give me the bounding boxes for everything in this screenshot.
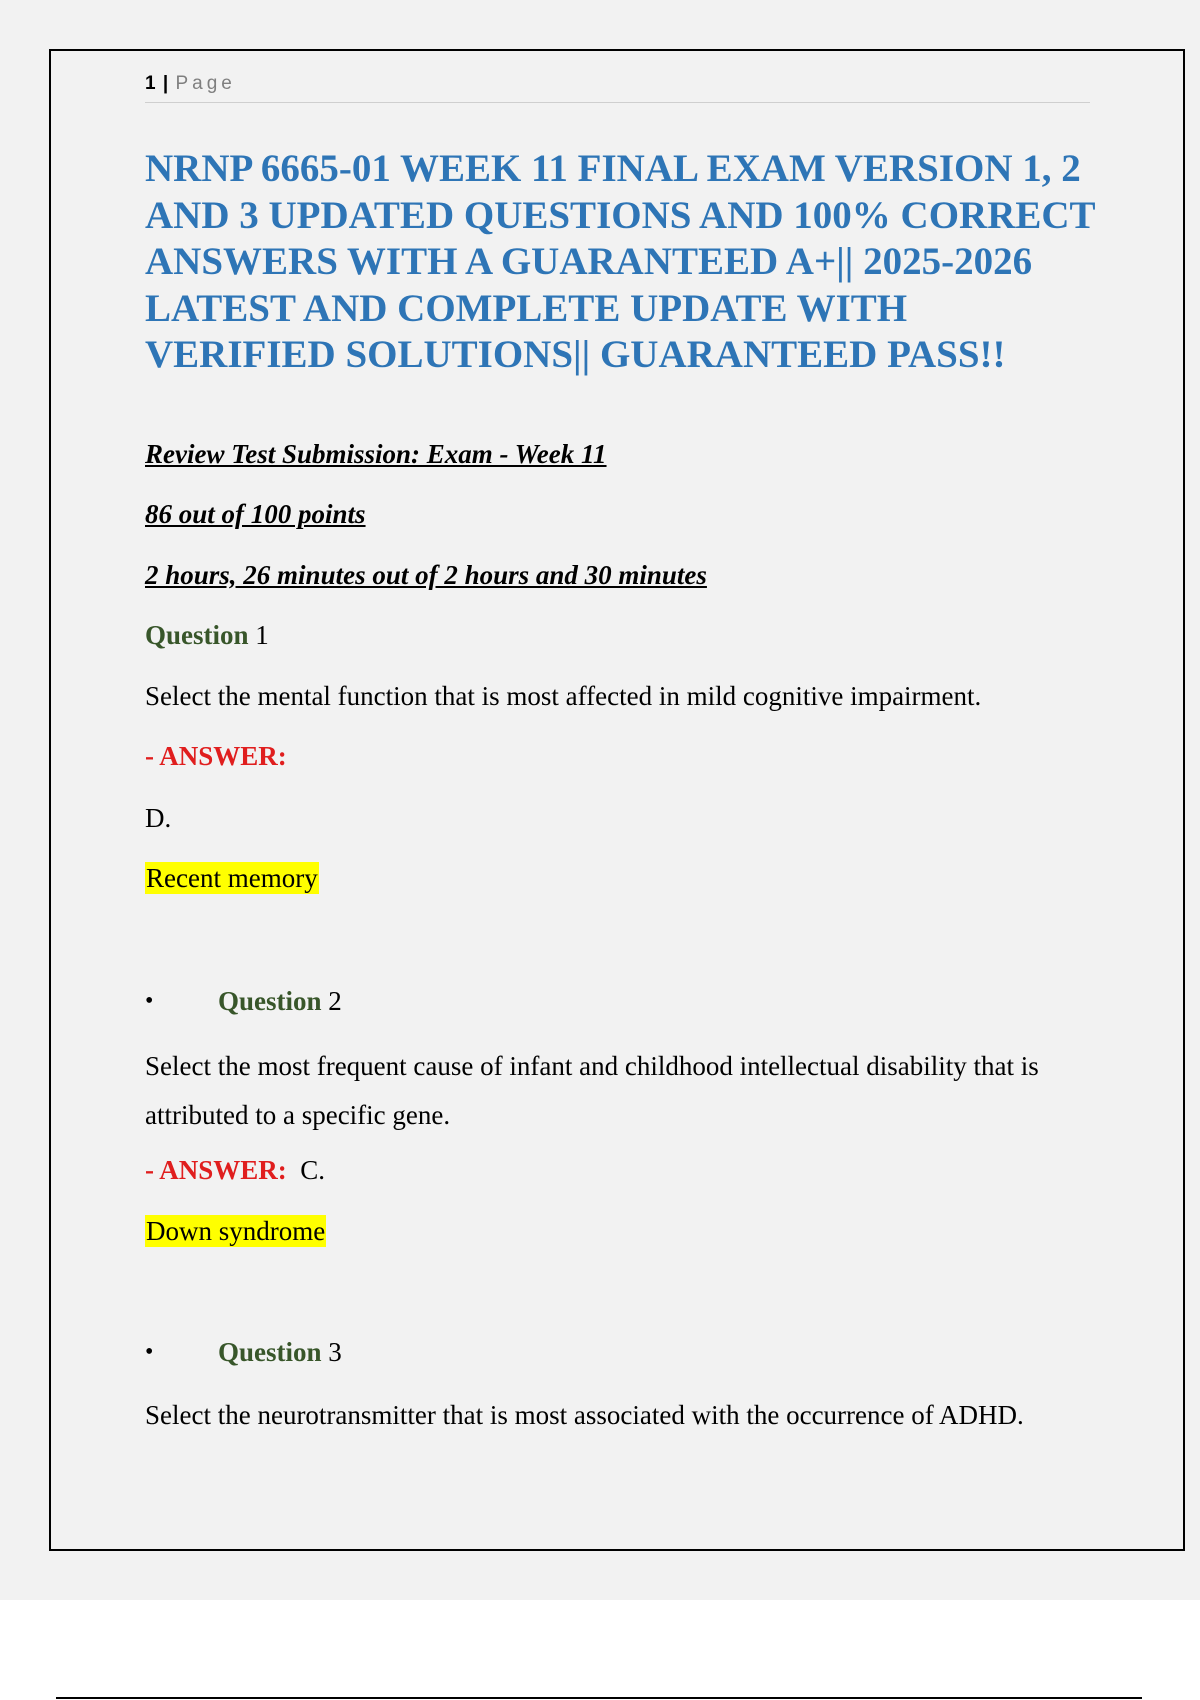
question-word: Question — [218, 986, 322, 1016]
page-number: 1 — [145, 73, 156, 94]
question-3-prompt: Select the neurotransmitter that is most associated with the occurrence of ADHD. — [145, 1400, 1024, 1430]
question-word: Question — [145, 620, 249, 650]
question-3-label — [218, 1336, 342, 1368]
question-number: 3 — [328, 1337, 342, 1367]
question-1-prompt: Select the mental function that is most affected in mild cognitive impairment. — [145, 681, 982, 711]
question-1-answer-tag: - ANSWER: — [145, 741, 287, 771]
page-label: Page — [175, 73, 236, 94]
question-2-answer-highlight: Down syndrome — [146, 1216, 326, 1246]
question-1-answer-highlight: Recent memory — [146, 863, 318, 893]
submission-heading: Review Test Submission: Exam - Week 11 — [145, 439, 607, 469]
question-number: 2 — [328, 986, 342, 1016]
page-separator: | — [162, 73, 169, 94]
answer-letter: C. — [300, 1155, 326, 1185]
question-2-label — [218, 985, 342, 1017]
question-2-bullet: • — [145, 988, 154, 1014]
question-number: 1 — [255, 620, 269, 650]
question-3-bullet: • — [145, 1339, 154, 1365]
question-2-prompt: Select the most frequent cause of infant and childhood intellectual disability that is attributed to a specific gene. — [145, 1051, 1039, 1130]
question-1-answer-letter: D. — [145, 803, 172, 833]
question-word: Question — [218, 1337, 322, 1367]
answer-tag: - ANSWER: — [145, 1155, 287, 1185]
page-header — [145, 72, 1090, 103]
next-page-top-rule — [56, 1697, 1142, 1699]
document-title: NRNP 6665-01 WEEK 11 FINAL EXAM VERSION 1, 2 AND 3 UPDATED QUESTIONS AND 100% CORRECT ANSWERS WITH A GUARANTEED A+|| 2025-2026 LATEST AND COMPLETE UPDATE WITH VERIFIED SOLUTIONS|| GUARANTEED PASS!! — [145, 147, 1095, 376]
question-1-label — [145, 619, 269, 651]
score-line: 86 out of 100 points — [145, 499, 366, 529]
question-2-answer — [145, 1154, 325, 1186]
time-line: 2 hours, 26 minutes out of 2 hours and 30 minutes — [145, 560, 707, 590]
